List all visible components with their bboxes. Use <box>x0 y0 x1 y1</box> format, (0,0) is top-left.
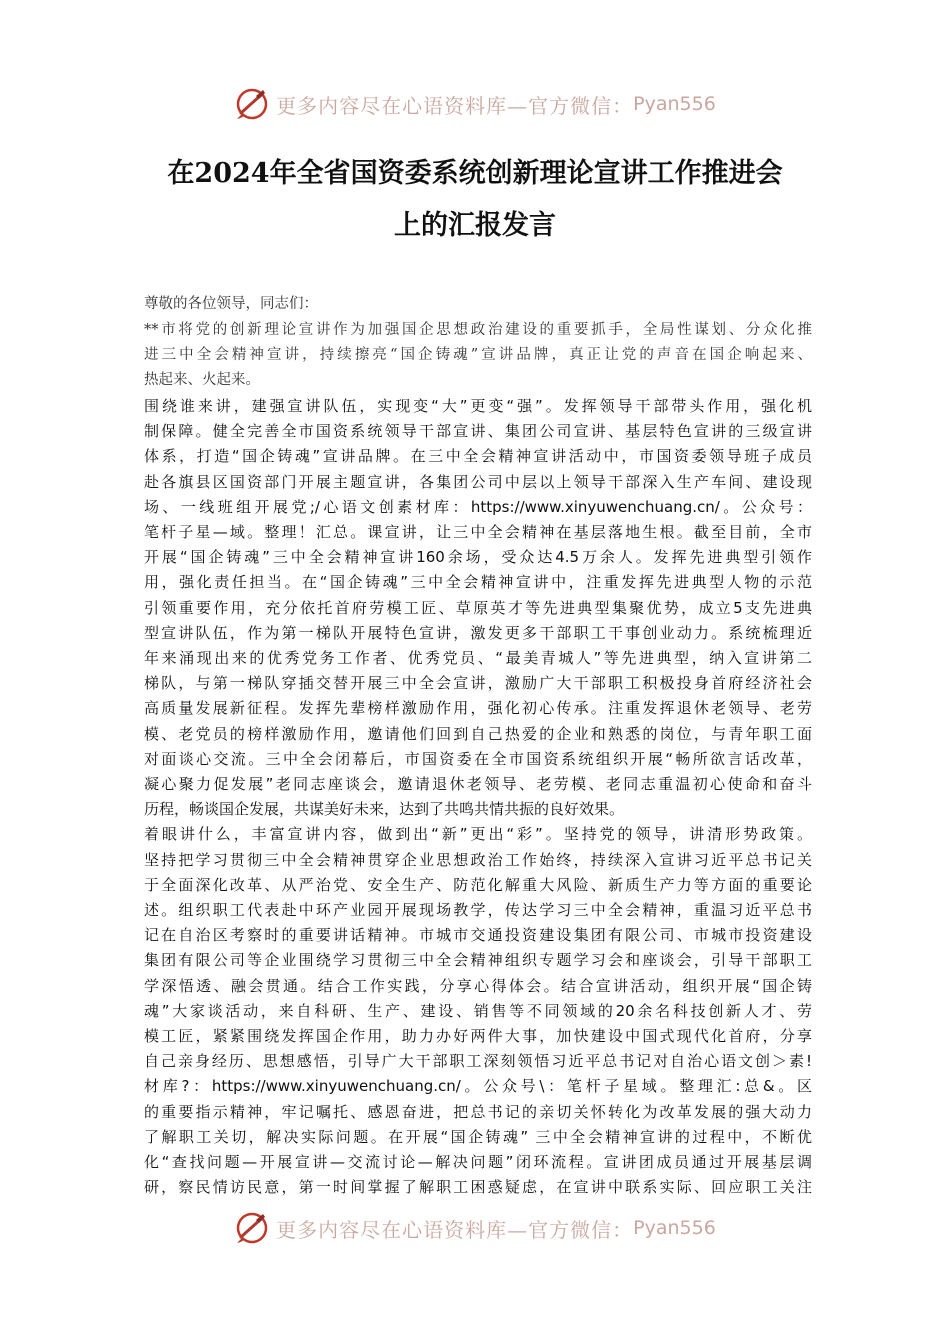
body-line: 述。组织职工代表赴中环产业园开展现场教学，传达学习三中全会精神，重温习近平总书 <box>144 901 812 920</box>
banner-text: 更多内容尽在心语资料库—官方微信： <box>276 93 634 118</box>
body-line: 于全面深化改革、从严治党、安全生产、防范化解重大风险、新质生产力等方面的重要论 <box>144 875 812 894</box>
footer-banner <box>0 1208 950 1248</box>
body-line: 引领重要作用，充分依托首府劳模工匠、草原英才等先进典型集聚优势，成立5支先进典 <box>144 598 812 617</box>
salutation: 尊敬的各位领导，同志们： <box>144 296 318 312</box>
body-line: 自己亲身经历、思想感悟，引导广大干部职工深刻领悟习近平总书记对自治心语文创＞素! <box>144 1052 812 1071</box>
body-text <box>144 394 812 1201</box>
body-line: 学深悟透、融会贯通。结合工作实践，分享心得体会。结合宣讲活动，组织开展“国企铸 <box>144 976 812 995</box>
body-line: 模工匠，紧紧围绕发挥国企作用，助力办好两件大事，加快建设中国式现代化首府，分享 <box>144 1027 812 1046</box>
body-line: 用，强化责任担当。在“国企铸魂”三中全会精神宣讲中，注重发挥先进典型人物的示范 <box>144 573 812 592</box>
body-line: 笔杆子星—域。整理！汇总。课宣讲，让三中全会精神在基层落地生根。截至目前，全市 <box>144 523 812 542</box>
document-title <box>100 148 850 252</box>
body-line: 材库?：https://www.xinyuwenchuang.cn/。公众号\：笔杆子星域。整理汇:总&。区 <box>144 1077 812 1096</box>
body-line: 历程，畅谈国企发展，共谋美好未来，达到了共鸣共情共振的良好效果。 <box>144 800 625 819</box>
body-line: 凝心聚力促发展”老同志座谈会，邀请退休老领导、老劳模、老同志重温初心使命和奋斗 <box>144 775 812 794</box>
header-banner <box>0 84 950 124</box>
intro-line: 热起来、火起来。 <box>144 372 260 388</box>
body-line: 制保障。健全完善全市国资系统领导干部宣讲、集团公司宣讲、基层特色宣讲的三级宣讲 <box>144 422 812 441</box>
body-line: 集团有限公司等企业围绕学习贯彻三中全会精神组织专题学习会和座谈会，引导干部职工 <box>144 951 812 970</box>
body-line: 记在自治区考察时的重要讲话精神。市城市交通投资建设集团有限公司、市城市投资建设 <box>144 926 812 945</box>
banner-text: 更多内容尽在心语资料库—官方微信： <box>276 1217 634 1242</box>
body-line: 化“查找问题—开展宣讲—交流讨论—解决问题”闭环流程。宣讲团成员通过开展基层调 <box>144 1153 812 1172</box>
banner-wechat-id: Pyan556 <box>633 1217 716 1239</box>
body-line: 了解职工关切，解决实际问题。在开展“国企铸魂” 三中全会精神宣讲的过程中，不断优 <box>144 1127 812 1146</box>
body-line: 高质量发展新征程。发挥先辈榜样激励作用，强化初心传承。注重发挥退休老领导、老劳 <box>144 699 812 718</box>
brush-pen-logo-icon <box>234 86 270 122</box>
body-line: 着眼讲什么，丰富宣讲内容，做到出“新”更出“彩”。坚持党的领导，讲清形势政策。 <box>144 825 812 844</box>
body-line: 模、老党员的榜样激励作用，邀请他们回到自己热爱的企业和熟悉的岗位，与青年职工面 <box>144 724 812 743</box>
title-line-2: 上的汇报发言 <box>394 210 556 241</box>
brush-pen-logo-icon <box>234 1210 270 1246</box>
banner-wechat-id: Pyan556 <box>633 93 716 115</box>
body-line: 围绕谁来讲，建强宣讲队伍，实现变“大”更变“强”。发挥领导干部带头作用，强化机 <box>144 397 812 415</box>
body-line: 对面谈心交流。三中全会闭幕后，市国资委在全市国资系统组织开展“畅所欲言话改革， <box>144 749 812 768</box>
intro-line: **市将党的创新理论宣讲作为加强国企思想政治建设的重要抓手，全局性谋划、分众化推 <box>144 322 812 338</box>
body-line: 的重要指示精神，牢记嘱托、感恩奋进，把总书记的亲切关怀转化为改革发展的强大动力 <box>144 1102 812 1121</box>
body-line: 研，察民情访民意，第一时间掌握了解职工困惑疑虑，在宣讲中联系实际、回应职工关注 <box>144 1178 812 1197</box>
body-line: 型宣讲队伍，作为第一梯队开展特色宣讲，激发更多干部职工干事创业动力。系统梳理近 <box>144 623 812 642</box>
body-line: 梯队，与第一梯队穿插交替开展三中全会宣讲，激励广大干部职工积极投身首府经济社会 <box>144 674 812 693</box>
body-line: 体系，打造“国企铸魂”宣讲品牌。在三中全会精神宣讲活动中，市国资委领导班子成员 <box>144 447 812 466</box>
title-line-1: 在2024年全省国资委系统创新理论宣讲工作推进会 <box>167 158 783 189</box>
intro-line: 进三中全会精神宣讲，持续擦亮“国企铸魂”宣讲品牌，真正让党的声音在国企响起来、 <box>144 347 812 363</box>
body-line: 赴各旗县区国资部门开展主题宣讲，各集团公司中层以上领导干部深入生产车间、建设现 <box>144 472 812 491</box>
body-line: 魂”大家谈活动，来自科研、生产、建设、销售等不同领域的20余名科技创新人才、劳 <box>144 1001 812 1020</box>
intro-paragraph <box>144 318 812 393</box>
body-line: 坚持把学习贯彻三中全会精神贯穿企业思想政治工作始终，持续深入宣讲习近平总书记关 <box>144 850 812 869</box>
body-line: 场、一线班组开展党;/心语文创素材库：https://www.xinyuwenchuang.cn/。公众号： <box>144 497 812 516</box>
body-line: 年来涌现出来的优秀党务工作者、优秀党员、“最美青城人”等先进典型，纳入宣讲第二 <box>144 649 812 668</box>
body-line: 开展“国企铸魂”三中全会精神宣讲160余场，受众达4.5万余人。发挥先进典型引领作 <box>144 548 812 567</box>
